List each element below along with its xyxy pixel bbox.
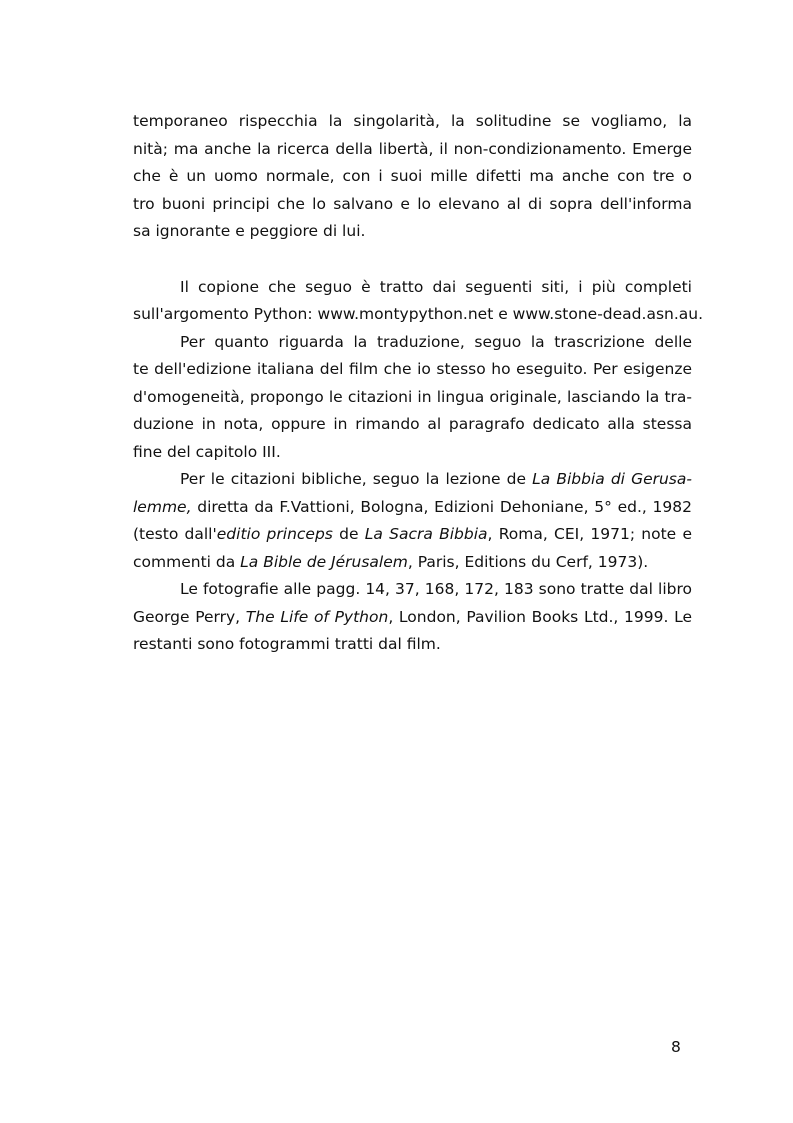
text-run: restanti sono fotogrammi tratti dal film. [133, 635, 441, 653]
paragraph [133, 329, 692, 467]
text-run: fine del capitolo III. [133, 442, 281, 461]
italic-title: lemme, [133, 497, 192, 516]
text-line [133, 576, 692, 604]
text-run: commenti da [133, 552, 241, 571]
text-run: George Perry, [133, 607, 246, 626]
text-line [133, 549, 692, 577]
text-run: Il copione che seguo è tratto dai seguenti siti, i più completi [180, 277, 692, 296]
text-run: tro buoni principi che lo salvano e lo elevano al di sopra dell'informa [133, 194, 692, 213]
text-line [133, 466, 692, 494]
italic-title: editio princeps [216, 525, 333, 543]
text-run: , Paris, Editions du Cerf, 1973). [407, 552, 649, 571]
text-run: , Roma, CEI, 1971; note e [487, 525, 692, 543]
text-line [133, 163, 692, 191]
text-line [133, 108, 692, 136]
text-line [133, 439, 692, 467]
text-run: de [332, 525, 365, 543]
text-run: diretta da F.Vattioni, Bologna, Edizioni Dehoniane, 5° ed., 1982 [191, 497, 692, 516]
text-run: , London, Pavilion Books Ltd., 1999. Le [388, 607, 692, 626]
text-run: Le fotografie alle pagg. 14, 37, 168, 172, 183 sono tratte dal libro [180, 580, 692, 598]
italic-title: The Life of Python [245, 607, 389, 626]
text-run: che è un uomo normale, con i suoi mille difetti ma anche con tre o [133, 167, 692, 185]
text-run: sull'argomento Python: www.montypython.net e www.stone-dead.asn.au. [133, 305, 704, 323]
text-line [133, 274, 692, 302]
text-line [133, 631, 692, 659]
text-line [133, 604, 692, 632]
italic-title: La Bibbia di Gerusa- [532, 470, 692, 488]
text-line [133, 329, 692, 357]
text-line [133, 356, 692, 384]
text-run: temporaneo rispecchia la singolarità, la solitudine se vogliamo, la [133, 112, 692, 130]
italic-title: La Bible de Jérusalem [240, 552, 408, 571]
text-line [133, 521, 692, 549]
text-line [133, 411, 692, 439]
text-line [133, 136, 692, 164]
paragraph [133, 274, 704, 329]
text-run: te dell'edizione italiana del film che io stesso ho eseguito. Per esigenze [133, 360, 692, 378]
text-run: sa ignorante e peggiore di lui. [133, 222, 366, 240]
text-run: (testo dall' [133, 525, 217, 543]
text-line [133, 191, 692, 219]
paragraph [133, 108, 692, 246]
text-line [133, 218, 692, 246]
text-line [133, 384, 692, 412]
text-run: nità; ma anche la ricerca della libertà, il non-condizionamento. Emerge [133, 139, 692, 158]
paragraph [133, 466, 692, 576]
paragraph-gap [133, 246, 692, 274]
text-run: d'omogeneità, propongo le citazioni in lingua originale, lasciando la tra- [133, 387, 692, 406]
text-run: duzione in nota, oppure in rimando al paragrafo dedicato alla stessa [133, 415, 692, 433]
text-run: Per quanto riguarda la traduzione, seguo la trascrizione delle [180, 332, 692, 351]
text-run: Per le citazioni bibliche, seguo la lezione de [180, 470, 533, 488]
body-text [133, 108, 704, 659]
paragraph [133, 576, 692, 659]
text-line [133, 301, 704, 329]
page-number: 8 [671, 1038, 681, 1056]
text-line [133, 494, 692, 522]
italic-title: La Sacra Bibbia [364, 525, 488, 543]
